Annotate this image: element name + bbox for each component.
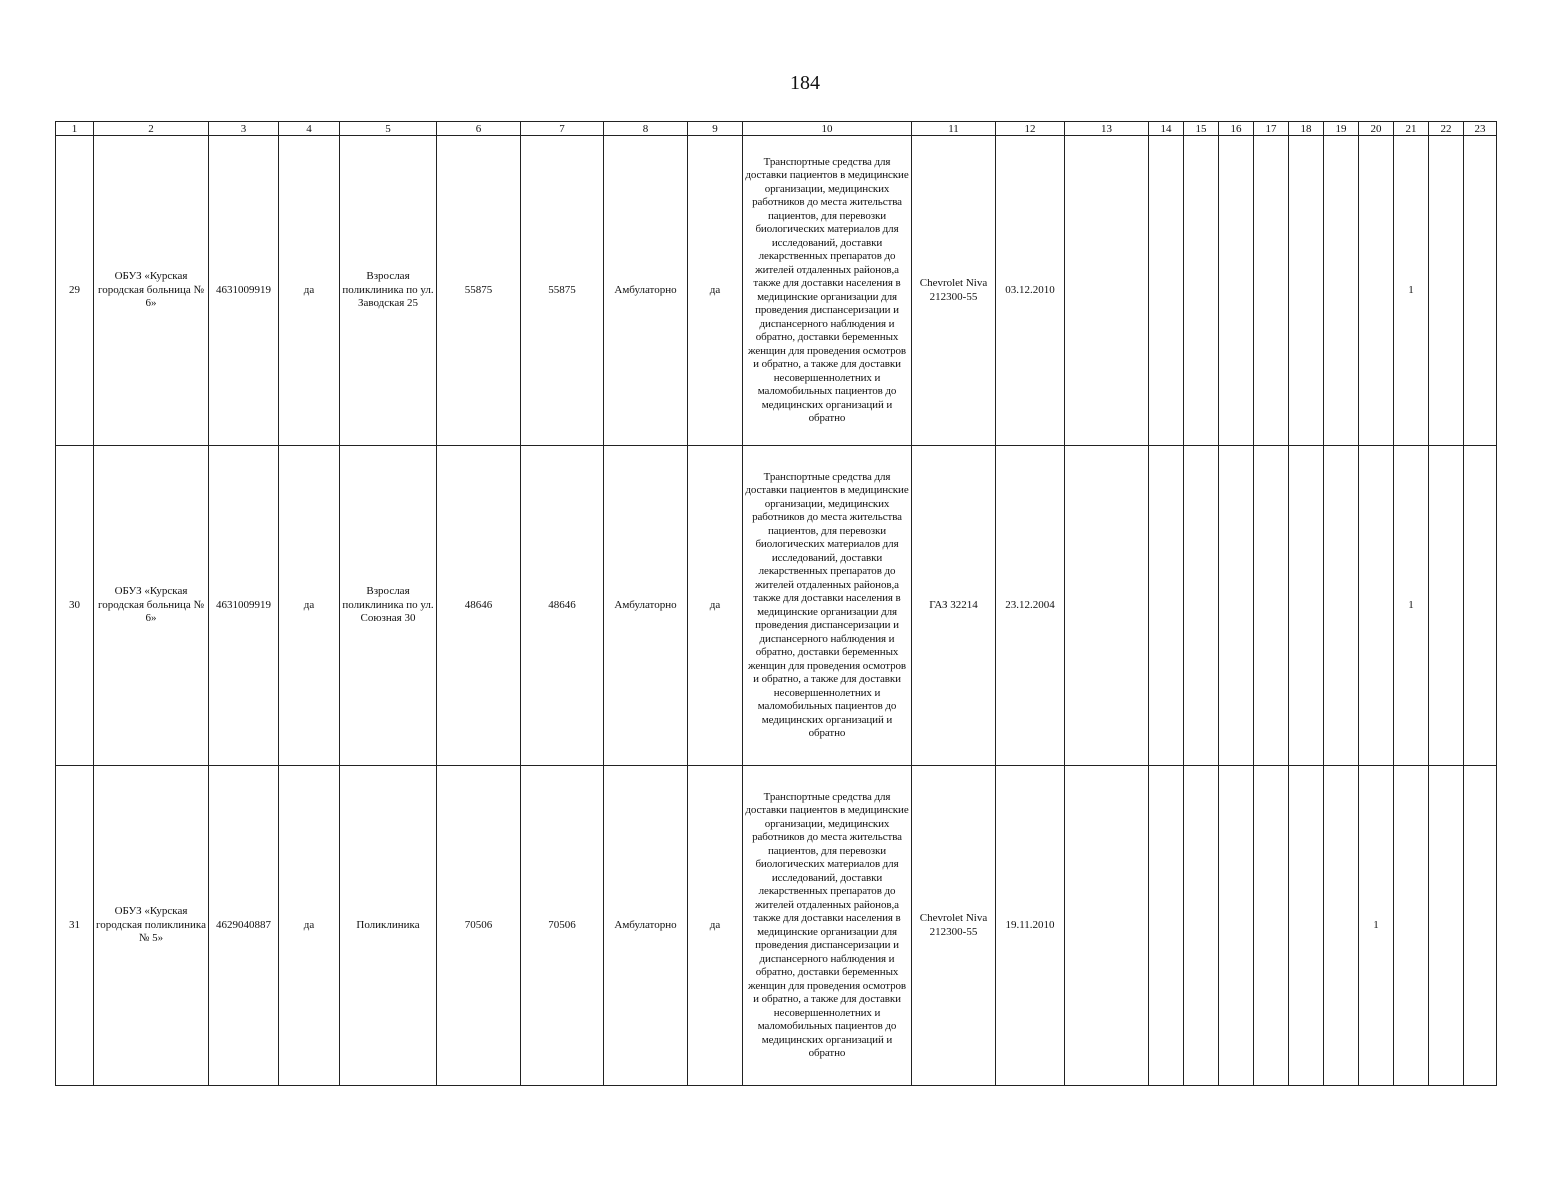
vehicle-table <box>55 121 1497 1086</box>
cell-col20 <box>1359 136 1394 446</box>
cell-col23 <box>1464 766 1497 1086</box>
vehicle-model: Chevrolet Niva 212300-55 <box>912 766 996 1086</box>
value-col7: 48646 <box>521 446 604 766</box>
subdivision: Взрослая поликлиника по ул. Союзная 30 <box>340 446 437 766</box>
table-row <box>56 136 1497 446</box>
cell-col15 <box>1184 136 1219 446</box>
column-header: 20 <box>1359 122 1394 136</box>
cell-col17 <box>1254 136 1289 446</box>
cell-col19 <box>1324 136 1359 446</box>
cell-col21: 1 <box>1394 446 1429 766</box>
value-col7: 55875 <box>521 136 604 446</box>
value-col6: 48646 <box>437 446 521 766</box>
cell-col14 <box>1149 446 1184 766</box>
column-header: 2 <box>94 122 209 136</box>
column-header: 19 <box>1324 122 1359 136</box>
vehicle-purpose: Транспортные средства для доставки пациентов в медицинские организации, медицинских работников до места жительства пациентов, для перевозки биологических материалов для исследований, доставки лекарственных препаратов до жителей отдаленных районов,а также для доставки населения в медицинские организации для проведения диспансеризации и диспансерного наблюдения и обратно, доставки беременных женщин для проведения осмотров и обратно, а также для доставки несовершеннолетних и маломобильных пациентов до медицинских организаций и обратно <box>743 766 912 1086</box>
column-header: 9 <box>688 122 743 136</box>
vehicle-purpose: Транспортные средства для доставки пациентов в медицинские организации, медицинских работников до места жительства пациентов, для перевозки биологических материалов для исследований, доставки лекарственных препаратов до жителей отдаленных районов,а также для доставки населения в медицинские организации для проведения диспансеризации и диспансерного наблюдения и обратно, доставки беременных женщин для проведения осмотров и обратно, а также для доставки несовершеннолетних и маломобильных пациентов до медицинских организаций и обратно <box>743 446 912 766</box>
flag-col4: да <box>279 766 340 1086</box>
cell-col18 <box>1289 446 1324 766</box>
table-row <box>56 446 1497 766</box>
value-col6: 55875 <box>437 136 521 446</box>
cell-col18 <box>1289 766 1324 1086</box>
care-type: Амбулаторно <box>604 446 688 766</box>
page-number: 184 <box>790 72 820 94</box>
column-header: 21 <box>1394 122 1429 136</box>
cell-col20 <box>1359 446 1394 766</box>
cell-col21: 1 <box>1394 136 1429 446</box>
column-header: 17 <box>1254 122 1289 136</box>
row-number: 31 <box>56 766 94 1086</box>
column-header: 6 <box>437 122 521 136</box>
inn: 4631009919 <box>209 136 279 446</box>
cell-col16 <box>1219 766 1254 1086</box>
registration-date: 23.12.2004 <box>996 446 1065 766</box>
cell-col14 <box>1149 136 1184 446</box>
cell-col19 <box>1324 446 1359 766</box>
vehicle-model: Chevrolet Niva 212300-55 <box>912 136 996 446</box>
cell-col21 <box>1394 766 1429 1086</box>
column-header: 12 <box>996 122 1065 136</box>
vehicle-model: ГАЗ 32214 <box>912 446 996 766</box>
registration-date: 03.12.2010 <box>996 136 1065 446</box>
care-type: Амбулаторно <box>604 766 688 1086</box>
column-header: 8 <box>604 122 688 136</box>
cell-col13 <box>1065 766 1149 1086</box>
column-header: 14 <box>1149 122 1184 136</box>
column-header: 13 <box>1065 122 1149 136</box>
cell-col15 <box>1184 446 1219 766</box>
cell-col22 <box>1429 136 1464 446</box>
registration-date: 19.11.2010 <box>996 766 1065 1086</box>
flag-col9: да <box>688 766 743 1086</box>
column-header: 4 <box>279 122 340 136</box>
column-header: 15 <box>1184 122 1219 136</box>
cell-col18 <box>1289 136 1324 446</box>
column-header: 3 <box>209 122 279 136</box>
cell-col13 <box>1065 446 1149 766</box>
cell-col13 <box>1065 136 1149 446</box>
flag-col4: да <box>279 136 340 446</box>
cell-col16 <box>1219 136 1254 446</box>
column-header: 5 <box>340 122 437 136</box>
organization-name: ОБУЗ «Курская городская больница № 6» <box>94 136 209 446</box>
organization-name: ОБУЗ «Курская городская поликлиника № 5» <box>94 766 209 1086</box>
vehicle-purpose: Транспортные средства для доставки пациентов в медицинские организации, медицинских работников до места жительства пациентов, для перевозки биологических материалов для исследований, доставки лекарственных препаратов до жителей отдаленных районов,а также для доставки населения в медицинские организации для проведения диспансеризации и диспансерного наблюдения и обратно, доставки беременных женщин для проведения осмотров и обратно, а также для доставки несовершеннолетних и маломобильных пациентов до медицинских организаций и обратно <box>743 136 912 446</box>
value-col7: 70506 <box>521 766 604 1086</box>
cell-col20: 1 <box>1359 766 1394 1086</box>
inn: 4629040887 <box>209 766 279 1086</box>
cell-col14 <box>1149 766 1184 1086</box>
column-header: 1 <box>56 122 94 136</box>
care-type: Амбулаторно <box>604 136 688 446</box>
cell-col17 <box>1254 446 1289 766</box>
cell-col17 <box>1254 766 1289 1086</box>
cell-col16 <box>1219 446 1254 766</box>
column-header: 18 <box>1289 122 1324 136</box>
organization-name: ОБУЗ «Курская городская больница № 6» <box>94 446 209 766</box>
row-number: 30 <box>56 446 94 766</box>
cell-col22 <box>1429 446 1464 766</box>
table-row <box>56 766 1497 1086</box>
row-number: 29 <box>56 136 94 446</box>
inn: 4631009919 <box>209 446 279 766</box>
cell-col22 <box>1429 766 1464 1086</box>
column-header: 11 <box>912 122 996 136</box>
cell-col23 <box>1464 136 1497 446</box>
column-header: 10 <box>743 122 912 136</box>
cell-col23 <box>1464 446 1497 766</box>
flag-col9: да <box>688 136 743 446</box>
value-col6: 70506 <box>437 766 521 1086</box>
column-header: 16 <box>1219 122 1254 136</box>
column-number-row <box>56 122 1497 136</box>
cell-col15 <box>1184 766 1219 1086</box>
column-header: 7 <box>521 122 604 136</box>
column-header: 22 <box>1429 122 1464 136</box>
column-header: 23 <box>1464 122 1497 136</box>
flag-col9: да <box>688 446 743 766</box>
subdivision: Взрослая поликлиника по ул. Заводская 25 <box>340 136 437 446</box>
cell-col19 <box>1324 766 1359 1086</box>
flag-col4: да <box>279 446 340 766</box>
subdivision: Поликлиника <box>340 766 437 1086</box>
